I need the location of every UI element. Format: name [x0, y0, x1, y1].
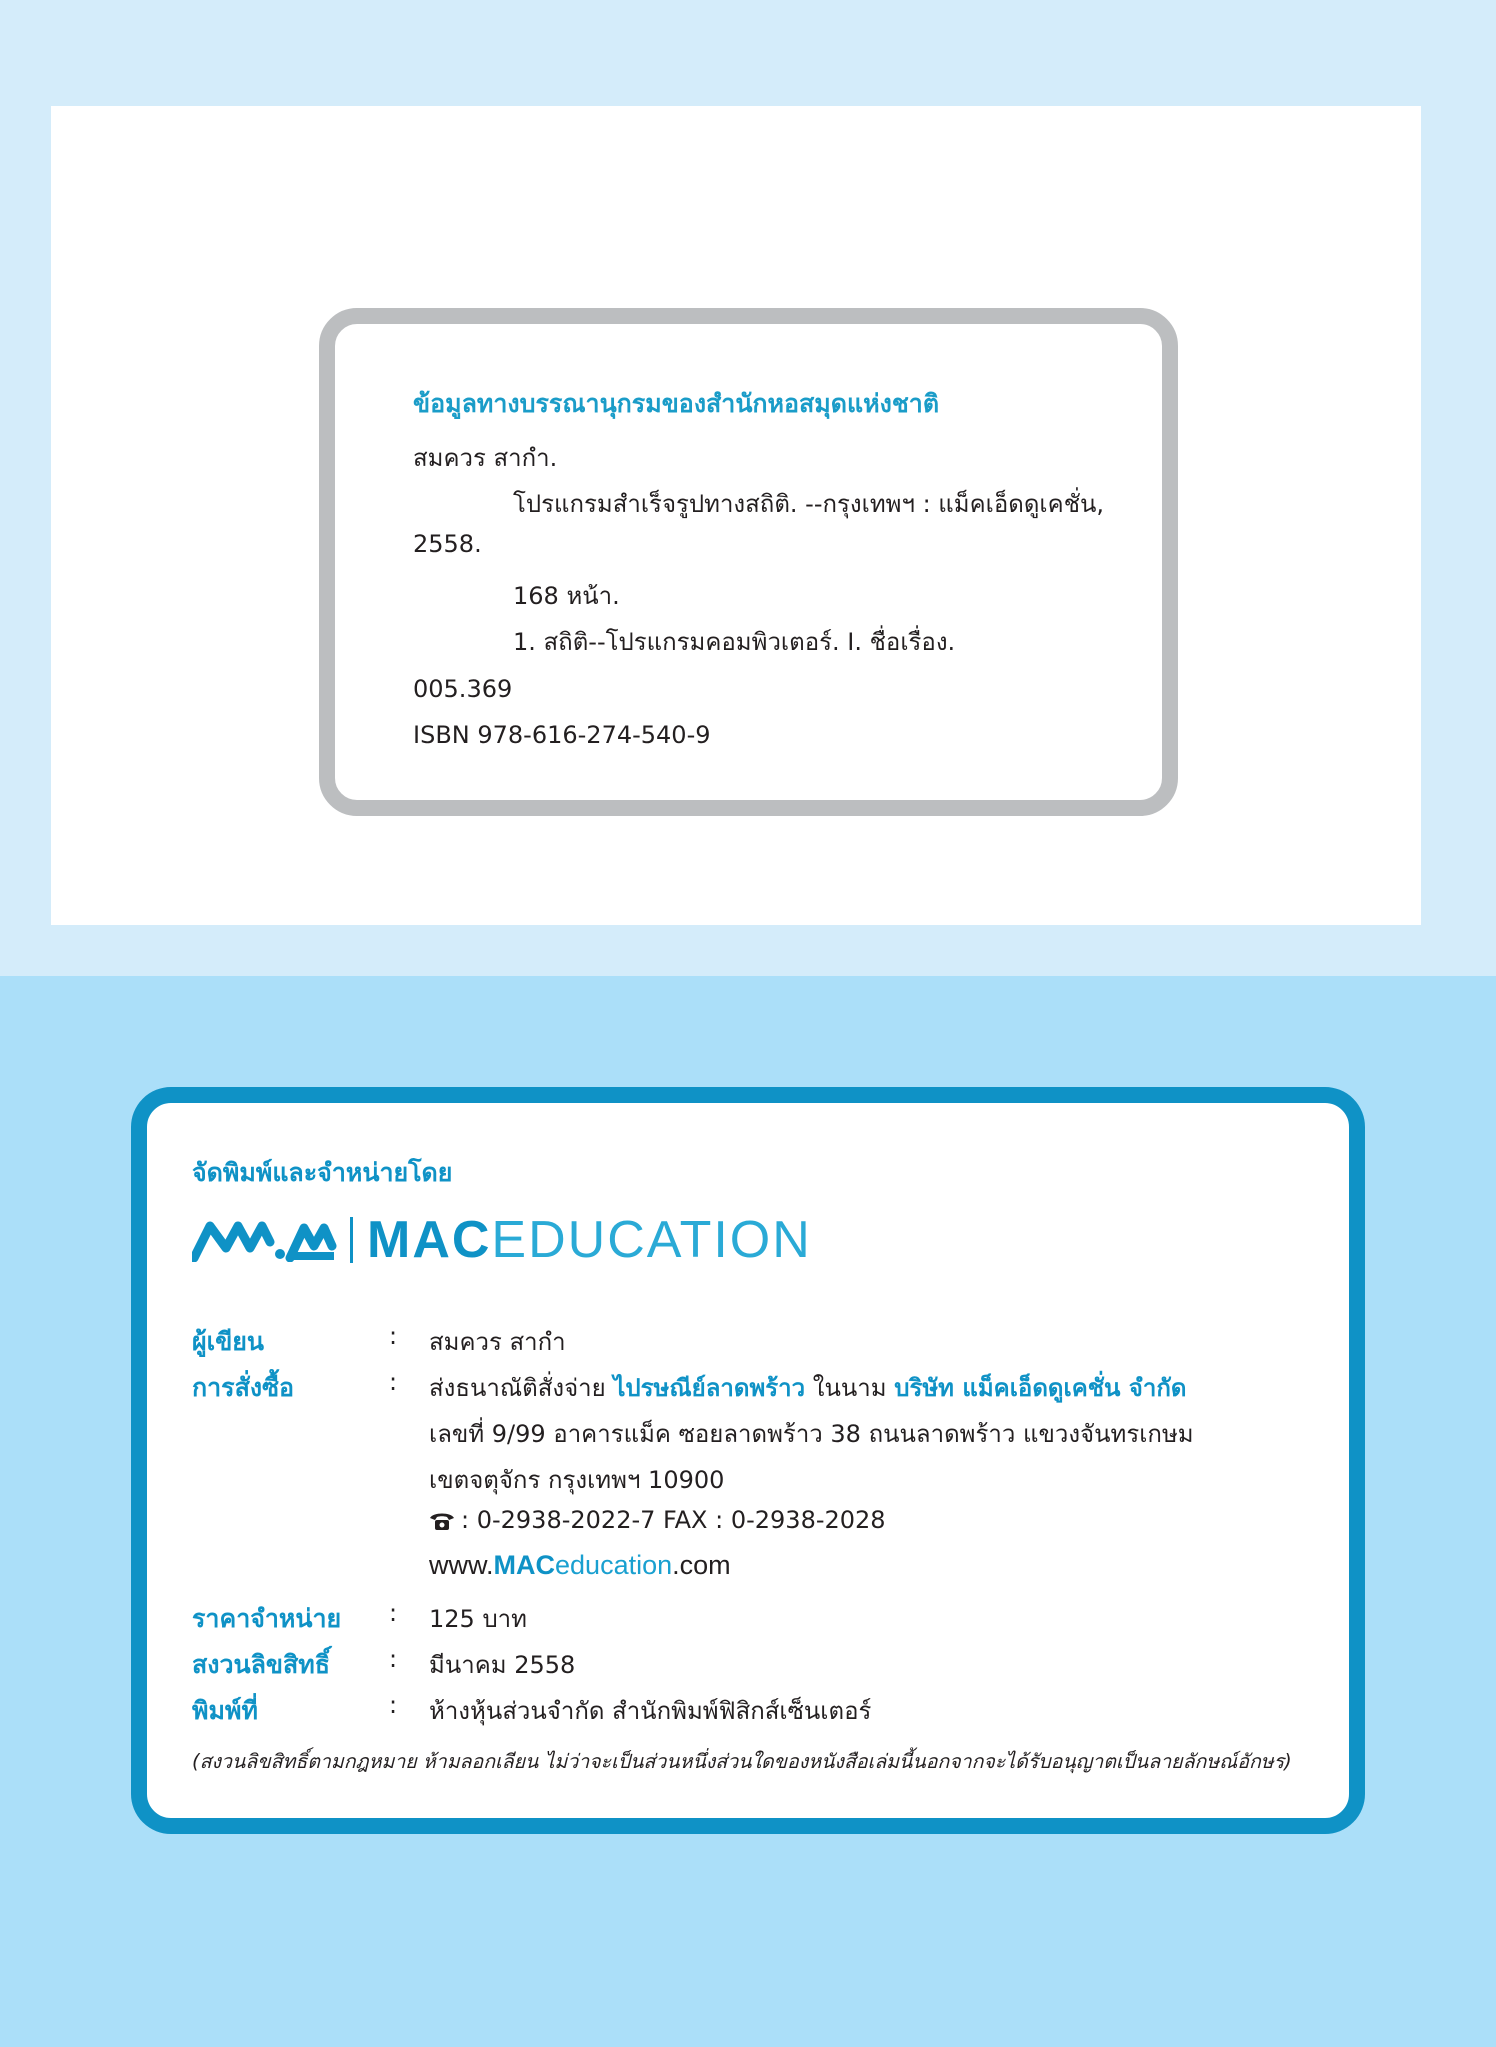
order-company: บริษัท แม็คเอ็ดดูเคชั่น จำกัด — [894, 1374, 1187, 1402]
logo-divider — [350, 1217, 353, 1263]
author-value: สมควร สากำ — [429, 1328, 566, 1356]
website-link[interactable] — [429, 1550, 731, 1581]
price-colon: : — [389, 1599, 398, 1627]
printer-colon: : — [389, 1691, 398, 1719]
author-label: ผู้เขียน — [192, 1327, 265, 1356]
catalog-pages: 168 หน้า. — [513, 582, 620, 610]
catalog-subject: 1. สถิติ--โปรแกรมคอมพิวเตอร์. I. ชื่อเรื่อง. — [513, 628, 956, 656]
copyright-note: (สงวนลิขสิทธิ์ตามกฎหมาย ห้ามลอกเลียน ไม่ว่าจะเป็นส่วนหนึ่งส่วนใดของหนังสือเล่มนี้นอกจากจะได้รับอนุญาตเป็นลายลักษณ์อักษร) — [192, 1750, 1292, 1773]
logo-mac: MAC — [367, 1211, 492, 1269]
web-mac: MAC — [493, 1550, 556, 1580]
order-colon: : — [389, 1368, 398, 1396]
catalog-classification: 005.369 — [413, 675, 513, 703]
copyright-value: มีนาคม 2558 — [429, 1651, 576, 1679]
price-label: ราคาจำหน่าย — [192, 1604, 342, 1633]
mac-logo-icon — [192, 1218, 338, 1262]
address-line-1: เลขที่ 9/99 อาคารแม็ค ซอยลาดพร้าว 38 ถนนลาดพร้าว แขวงจันทรเกษม — [429, 1420, 1194, 1448]
copyright-colon: : — [389, 1645, 398, 1673]
telephone-icon — [429, 1511, 455, 1531]
order-value — [429, 1368, 1186, 1407]
order-text-2: ในนาม — [805, 1374, 895, 1402]
printer-value: ห้างหุ้นส่วนจำกัด สำนักพิมพ์ฟิสิกส์เซ็นเตอร์ — [429, 1697, 872, 1725]
catalog-title: ข้อมูลทางบรรณานุกรมของสำนักหอสมุดแห่งชาติ — [413, 389, 940, 418]
publisher-heading: จัดพิมพ์และจำหน่ายโดย — [192, 1158, 453, 1187]
order-label: การสั่งซื้อ — [192, 1373, 295, 1402]
logo-wordmark — [367, 1210, 812, 1270]
publisher-logo — [192, 1210, 812, 1270]
order-post-office: ไปรษณีย์ลาดพร้าว — [613, 1374, 806, 1402]
logo-education: EDUCATION — [491, 1211, 812, 1269]
web-education: education — [555, 1550, 673, 1580]
catalog-year: 2558. — [413, 530, 482, 558]
publisher-card — [131, 1087, 1365, 1834]
catalog-author: สมควร สากำ. — [413, 444, 558, 472]
web-suffix: .com — [672, 1550, 731, 1580]
web-prefix: www. — [429, 1550, 494, 1580]
order-text-1: ส่งธนาณัติสั่งจ่าย — [429, 1374, 614, 1402]
copyright-label: สงวนลิขสิทธิ์ — [192, 1650, 331, 1679]
catalog-book-title: โปรแกรมสำเร็จรูปทางสถิติ. --กรุงเทพฯ : แม็คเอ็ดดูเคชั่น, — [513, 490, 1105, 518]
printer-label: พิมพ์ที่ — [192, 1696, 258, 1725]
catalog-card — [319, 308, 1178, 816]
price-value: 125 บาท — [429, 1605, 527, 1633]
address-line-2: เขตจตุจักร กรุงเทพฯ 10900 — [429, 1466, 725, 1494]
author-colon: : — [389, 1322, 398, 1350]
phone-line — [429, 1506, 886, 1534]
catalog-isbn: ISBN 978-616-274-540-9 — [413, 721, 711, 749]
phone-text: : 0-2938-2022-7 FAX : 0-2938-2028 — [461, 1506, 886, 1534]
